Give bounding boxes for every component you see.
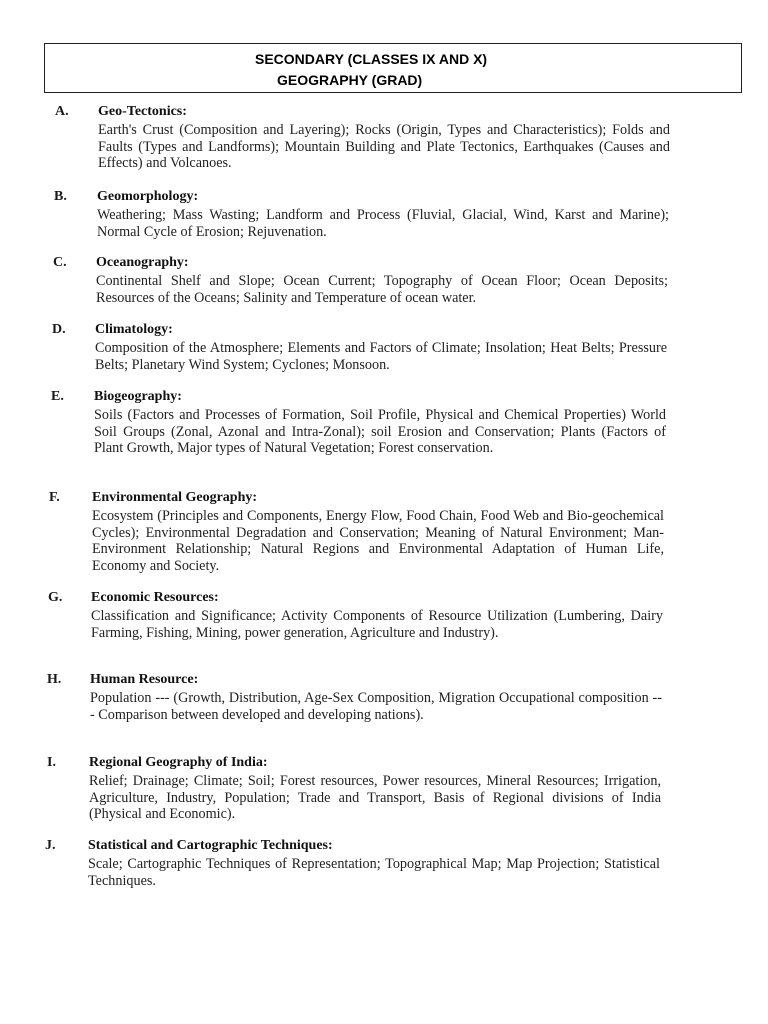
section-letter: C.: [53, 255, 67, 270]
section-title: Biogeography:: [94, 389, 182, 404]
section-title: Human Resource:: [90, 672, 199, 687]
section-body: Relief; Drainage; Climate; Soil; Forest resources, Power resources, Mineral Resources; Irrigation, Agriculture, Industry, Population; Trade and Transport, Basis of Regional divisions of India (Physical and Economic).: [89, 773, 661, 823]
section-letter: F.: [49, 490, 60, 505]
section-title: Economic Resources:: [91, 590, 219, 605]
section-title: Statistical and Cartographic Techniques:: [88, 838, 333, 853]
header-title-line-2: GEOGRAPHY (GRAD): [277, 72, 423, 88]
section-body: Soils (Factors and Processes of Formation, Soil Profile, Physical and Chemical Properties) World Soil Groups (Zonal, Azonal and Intra-Zonal); soil Erosion and Conservation; Plants (Factors of Plant Growth, Major types of Natural Vegetation; Forest conservation.: [94, 407, 666, 457]
section-letter: A.: [55, 104, 69, 119]
section-title: Climatology:: [95, 322, 173, 337]
section-letter: J.: [45, 838, 56, 853]
header-title-line-1: SECONDARY (CLASSES IX AND X): [255, 51, 488, 67]
section-title: Environmental Geography:: [92, 490, 258, 505]
section-title: Regional Geography of India:: [89, 755, 268, 770]
section-body: Composition of the Atmosphere; Elements and Factors of Climate; Insolation; Heat Belts; Pressure Belts; Planetary Wind System; Cyclones; Monsoon.: [95, 340, 667, 373]
section-title: Oceanography:: [96, 255, 189, 270]
section-letter: I.: [47, 755, 56, 770]
section-body: Scale; Cartographic Techniques of Representation; Topographical Map; Map Projection; Statistical Techniques.: [88, 856, 660, 889]
section-letter: H.: [47, 672, 62, 687]
section-body: Continental Shelf and Slope; Ocean Current; Topography of Ocean Floor; Ocean Deposits; Resources of the Oceans; Salinity and Temperature of ocean water.: [96, 273, 668, 306]
page-header-box: [44, 43, 742, 93]
section-letter: D.: [52, 322, 66, 337]
section-body: Classification and Significance; Activity Components of Resource Utilization (Lumbering, Dairy Farming, Fishing, Mining, power generation, Agriculture and Industry).: [91, 608, 663, 641]
section-title: Geomorphology:: [97, 189, 199, 204]
section-letter: G.: [48, 590, 63, 605]
section-title: Geo-Tectonics:: [98, 104, 187, 119]
section-letter: E.: [51, 389, 64, 404]
section-body: Population --- (Growth, Distribution, Age-Sex Composition, Migration Occupational composition --- Comparison between developed and developing nations).: [90, 690, 662, 723]
section-body: Weathering; Mass Wasting; Landform and Process (Fluvial, Glacial, Wind, Karst and Marine); Normal Cycle of Erosion; Rejuvenation.: [97, 207, 669, 240]
section-body: Earth's Crust (Composition and Layering); Rocks (Origin, Types and Characteristics); Folds and Faults (Types and Landforms); Mountain Building and Plate Tectonics, Earthquakes (Causes and Effects) and Volcanoes.: [98, 122, 670, 172]
section-body: Ecosystem (Principles and Components, Energy Flow, Food Chain, Food Web and Bio-geochemical Cycles); Environmental Degradation and Conservation; Meaning of Natural Environment; Man-Environment Relationship; Natural Regions and Environmental Adaptation of Human Life, Economy and Society.: [92, 508, 664, 574]
section-letter: B.: [54, 189, 67, 204]
